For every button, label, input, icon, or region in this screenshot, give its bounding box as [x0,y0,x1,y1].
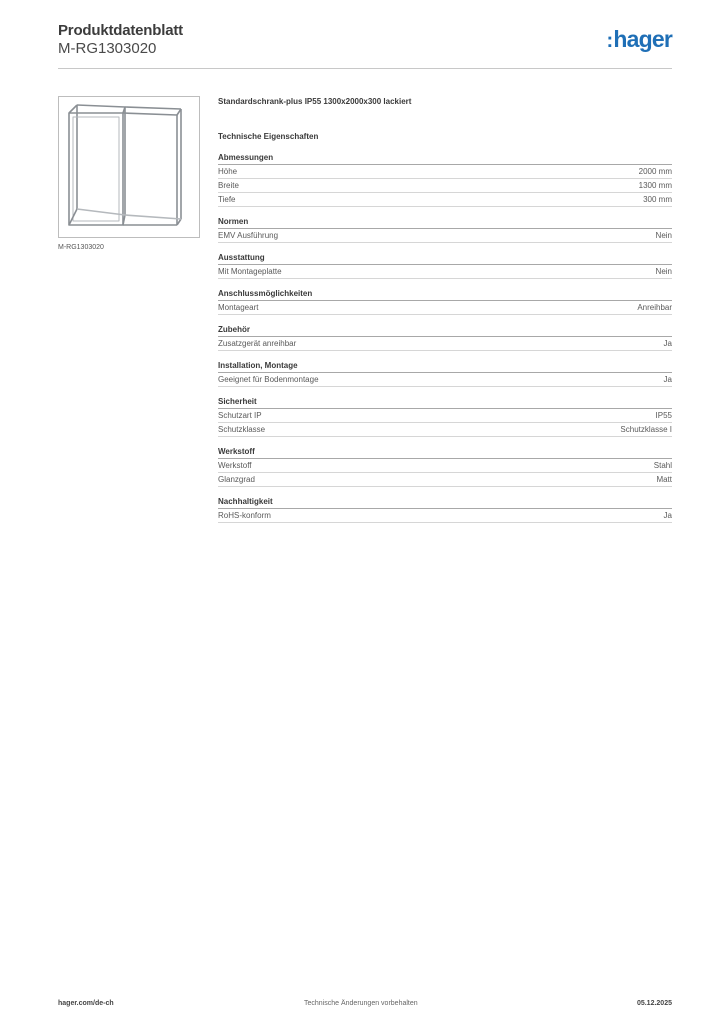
document-title: Produktdatenblatt [58,22,183,39]
property-value: Ja [663,375,672,384]
section [218,252,672,279]
property-label: Schutzart IP [218,411,262,420]
property-label: Mit Montageplatte [218,267,282,276]
section [218,152,672,207]
property-label: Zusatzgerät anreihbar [218,339,297,348]
article-number: M-RG1303020 [58,40,157,57]
property-value: Ja [663,511,672,520]
property-label: Breite [218,181,239,190]
property-value: Stahl [653,461,672,470]
property-row [218,459,672,473]
property-label: Glanzgrad [218,475,255,484]
hager-logo [606,26,672,53]
property-label: Höhe [218,167,238,176]
section-title: Anschlussmöglichkeiten [218,288,672,301]
section-title: Sicherheit [218,396,672,409]
property-value: 300 mm [643,195,672,204]
property-value: Nein [655,267,672,276]
property-value: Anreihbar [637,303,672,312]
property-value: 2000 mm [638,167,672,176]
product-image [58,96,200,238]
logo-colon-icon: : [606,30,613,52]
logo-text: hager [613,26,672,52]
page-header [58,20,672,69]
footer-date: 05.12.2025 [636,1000,672,1007]
property-value: Nein [655,231,672,240]
property-row [218,179,672,193]
property-row [218,193,672,207]
section [218,324,672,351]
property-value: Ja [663,339,672,348]
property-row [218,509,672,523]
property-row [218,409,672,423]
section-title: Ausstattung [218,252,672,265]
property-label: RoHS-konform [218,511,271,520]
section-title: Zubehör [218,324,672,337]
product-name: Standardschrank-plus IP55 1300x2000x300 lackiert [218,97,412,106]
footer-website: hager.com/de-ch [58,1000,114,1007]
section [218,360,672,387]
property-row [218,265,672,279]
image-caption: M-RG1303020 [58,244,104,251]
cabinet-frame-image [59,97,199,237]
footer-disclaimer: Technische Änderungen vorbehalten [304,1000,418,1007]
product-details [218,96,672,523]
property-label: Werkstoff [218,461,252,470]
section-title: Werkstoff [218,446,672,459]
property-value: 1300 mm [638,181,672,190]
section [218,216,672,243]
property-value: IP55 [655,411,672,420]
technical-properties-title: Technische Eigenschaften [218,132,319,141]
section [218,288,672,315]
property-label: EMV Ausführung [218,231,279,240]
property-row [218,373,672,387]
property-label: Schutzklasse [218,425,266,434]
section [218,446,672,487]
property-row [218,165,672,179]
property-value: Schutzklasse I [620,425,672,434]
property-row [218,229,672,243]
property-label: Geeignet für Bodenmontage [218,375,319,384]
section [218,396,672,437]
section-title: Abmessungen [218,152,672,165]
property-row [218,473,672,487]
section [218,496,672,523]
property-row [218,301,672,315]
property-label: Montageart [218,303,259,312]
property-value: Matt [656,475,672,484]
section-title: Nachhaltigkeit [218,496,672,509]
section-title: Installation, Montage [218,360,672,373]
property-row [218,423,672,437]
properties-list [218,152,672,523]
property-row [218,337,672,351]
property-label: Tiefe [218,195,236,204]
section-title: Normen [218,216,672,229]
